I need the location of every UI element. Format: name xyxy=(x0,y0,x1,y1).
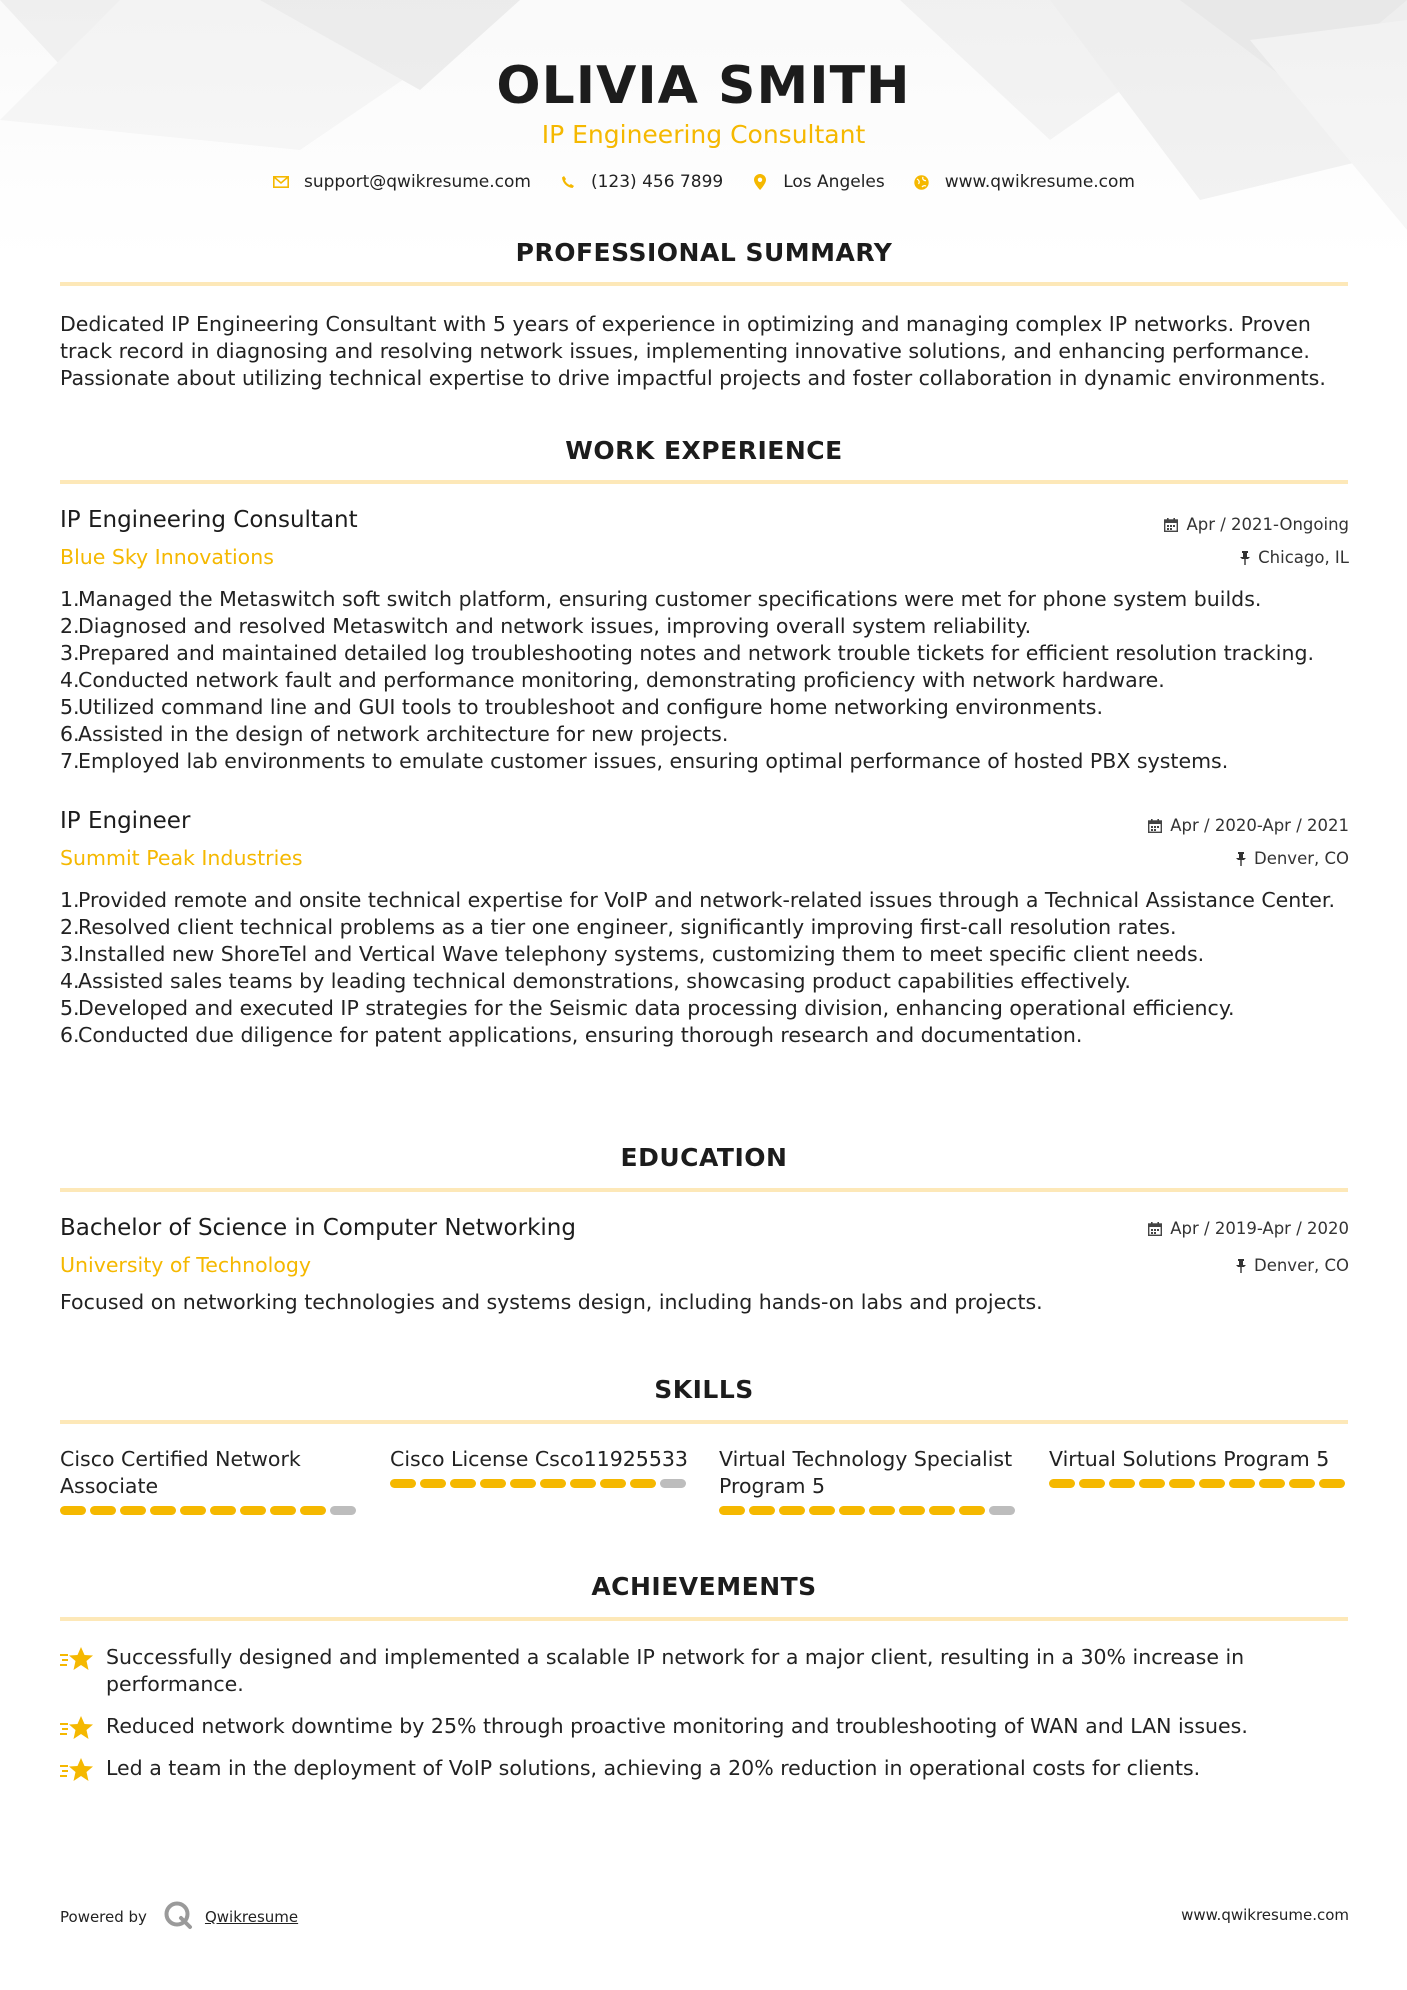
star-badge-icon xyxy=(60,1755,106,1790)
skill-segment-filled xyxy=(1079,1479,1105,1488)
achievements-divider xyxy=(60,1617,1348,1621)
achievement-item xyxy=(60,1755,1350,1790)
qwikresume-logo-icon xyxy=(163,1900,193,1934)
list-item: 1. Provided remote and onsite technical expertise for VoIP and network-related issues through a Technical Assistance Center. xyxy=(60,888,1335,912)
skill-level-bar xyxy=(1049,1479,1349,1488)
skill-segment-filled xyxy=(270,1506,296,1515)
skill-segment-filled xyxy=(1229,1479,1255,1488)
map-pin-icon xyxy=(751,173,769,191)
skill-segment-filled xyxy=(540,1479,566,1488)
list-item: 4. Assisted sales teams by leading technical demonstrations, showcasing product capabilities effectively. xyxy=(60,969,1131,993)
list-item: 6. Conducted due diligence for patent applications, ensuring thorough research and documentation. xyxy=(60,1023,1083,1047)
list-item: 4. Conducted network fault and performance monitoring, demonstrating proficiency with network hardware. xyxy=(60,668,1165,692)
skill-segment-empty xyxy=(989,1506,1015,1515)
experience-heading: WORK EXPERIENCE xyxy=(565,436,843,465)
job-company: Blue Sky Innovations xyxy=(60,545,274,569)
email-text: support@qwikresume.com xyxy=(304,172,531,192)
summary-text: Dedicated IP Engineering Consultant with 5 years of experience in optimizing and managing complex IP networks. Proven track record in diagnosing and resolving network issues, implementing innovative solutions, and enhancing performance. Passionate about utilizing technical expertise to drive impactful projects and foster collaboration in dynamic environments. xyxy=(60,312,1326,390)
skill-segment-filled xyxy=(450,1479,476,1488)
skill-segment-filled xyxy=(570,1479,596,1488)
skill-segment-empty xyxy=(330,1506,356,1515)
list-item: 6. Assisted in the design of network architecture for new projects. xyxy=(60,722,729,746)
skills-heading: SKILLS xyxy=(654,1375,754,1404)
skill-segment-filled xyxy=(959,1506,985,1515)
candidate-name: OLIVIA SMITH xyxy=(496,56,911,116)
phone-text: (123) 456 7899 xyxy=(590,172,724,192)
skill-segment-filled xyxy=(60,1506,86,1515)
calendar-icon xyxy=(1164,518,1178,532)
job-dates xyxy=(1148,816,1349,835)
skill-name: Virtual Technology Specialist Program 5 xyxy=(719,1447,1013,1498)
footer-powered-by xyxy=(60,1900,298,1934)
skill-segment-filled xyxy=(210,1506,236,1515)
skill-name: Cisco License Csco11925533 xyxy=(390,1447,688,1471)
job-dates xyxy=(1164,515,1349,534)
list-item: 1. Managed the Metaswitch soft switch platform, ensuring customer specifications were met for phone system builds. xyxy=(60,587,1262,611)
list-item: 2. Diagnosed and resolved Metaswitch and network issues, improving overall system reliability. xyxy=(60,614,1032,638)
skill-segment-filled xyxy=(809,1506,835,1515)
contact-bar xyxy=(0,172,1407,192)
experience-divider xyxy=(60,480,1348,484)
skill-segment-filled xyxy=(749,1506,775,1515)
skill-segment-filled xyxy=(899,1506,925,1515)
skill-segment-filled xyxy=(150,1506,176,1515)
phone-icon xyxy=(559,173,577,191)
skill-segment-filled xyxy=(480,1479,506,1488)
skill-segment-filled xyxy=(300,1506,326,1515)
skill-segment-filled xyxy=(1169,1479,1195,1488)
education-dates xyxy=(1148,1219,1349,1238)
list-item: 5. Developed and executed IP strategies for the Seismic data processing division, enhancing operational efficiency. xyxy=(60,996,1235,1020)
skill-segment-filled xyxy=(90,1506,116,1515)
achievement-text: Successfully designed and implemented a scalable IP network for a major client, resulting in a 30% increase in performance. xyxy=(106,1645,1245,1696)
contact-email[interactable] xyxy=(272,172,531,192)
skill-segment-filled xyxy=(1289,1479,1315,1488)
skill-segment-filled xyxy=(630,1479,656,1488)
summary-heading: PROFESSIONAL SUMMARY xyxy=(515,238,893,267)
skill-segment-filled xyxy=(1259,1479,1285,1488)
education-heading: EDUCATION xyxy=(620,1143,788,1172)
skill-segment-filled xyxy=(120,1506,146,1515)
contact-location xyxy=(751,172,885,192)
school-name: University of Technology xyxy=(60,1253,312,1277)
skill-segment-filled xyxy=(600,1479,626,1488)
education-location xyxy=(1236,1256,1349,1275)
job-title: IP Engineering Consultant xyxy=(60,507,358,533)
list-item: 2. Resolved client technical problems as a tier one engineer, significantly improving first-call resolution rates. xyxy=(60,915,1177,939)
achievement-text: Reduced network downtime by 25% through proactive monitoring and troubleshooting of WAN and LAN issues. xyxy=(106,1714,1248,1738)
education-location-text: Denver, CO xyxy=(1253,1256,1349,1275)
job-location xyxy=(1236,849,1349,868)
job-title: IP Engineer xyxy=(60,808,191,834)
achievements-heading: ACHIEVEMENTS xyxy=(591,1572,817,1601)
skill-item xyxy=(719,1446,1019,1515)
footer-website[interactable]: www.qwikresume.com xyxy=(1181,1906,1349,1924)
star-badge-icon xyxy=(60,1713,106,1748)
list-item: 5. Utilized command line and GUI tools to troubleshoot and configure home networking environments. xyxy=(60,695,1103,719)
pushpin-icon xyxy=(1240,551,1250,565)
skill-segment-filled xyxy=(1139,1479,1165,1488)
skill-segment-filled xyxy=(1109,1479,1135,1488)
website-text: www.qwikresume.com xyxy=(944,172,1135,192)
skill-segment-filled xyxy=(420,1479,446,1488)
skill-level-bar xyxy=(390,1479,690,1488)
contact-website[interactable] xyxy=(913,172,1135,192)
globe-icon xyxy=(913,173,931,191)
achievement-item xyxy=(60,1713,1350,1748)
skill-segment-empty xyxy=(660,1479,686,1488)
skill-segment-filled xyxy=(719,1506,745,1515)
job-dates-text: Apr / 2021-Ongoing xyxy=(1186,515,1349,534)
skills-divider xyxy=(60,1420,1348,1424)
job-dates-text: Apr / 2020-Apr / 2021 xyxy=(1170,816,1349,835)
skill-segment-filled xyxy=(779,1506,805,1515)
skill-segment-filled xyxy=(240,1506,266,1515)
list-item: 3. Prepared and maintained detailed log troubleshooting notes and network trouble tickets for efficient resolution tracking. xyxy=(60,641,1314,665)
skill-segment-filled xyxy=(1199,1479,1225,1488)
skill-segment-filled xyxy=(1319,1479,1345,1488)
achievement-text: Led a team in the deployment of VoIP solutions, achieving a 20% reduction in operational costs for clients. xyxy=(106,1756,1201,1780)
skill-segment-filled xyxy=(180,1506,206,1515)
summary-divider xyxy=(60,282,1348,286)
star-badge-icon xyxy=(60,1644,106,1698)
skill-segment-filled xyxy=(929,1506,955,1515)
skill-segment-filled xyxy=(869,1506,895,1515)
location-text: Los Angeles xyxy=(783,172,885,192)
education-divider xyxy=(60,1188,1348,1192)
pushpin-icon xyxy=(1236,852,1246,866)
skill-name: Virtual Solutions Program 5 xyxy=(1049,1447,1330,1471)
candidate-title: IP Engineering Consultant xyxy=(541,120,866,149)
envelope-icon xyxy=(272,173,290,191)
list-item: 3. Installed new ShoreTel and Vertical Wave telephony systems, customizing them to meet specific client needs. xyxy=(60,942,1205,966)
list-item: 7. Employed lab environments to emulate customer issues, ensuring optimal performance of hosted PBX systems. xyxy=(60,749,1229,773)
job-responsibilities xyxy=(60,887,1350,1049)
job-responsibilities xyxy=(60,586,1350,775)
calendar-icon xyxy=(1148,819,1162,833)
skill-level-bar xyxy=(60,1506,360,1515)
skill-name: Cisco Certified Network Associate xyxy=(60,1447,301,1498)
education-description: Focused on networking technologies and systems design, including hands-on labs and projects. xyxy=(60,1290,1043,1314)
skill-segment-filled xyxy=(1049,1479,1075,1488)
job-company: Summit Peak Industries xyxy=(60,846,303,870)
skill-level-bar xyxy=(719,1506,1019,1515)
job-location-text: Chicago, IL xyxy=(1258,548,1349,567)
achievement-item xyxy=(60,1644,1350,1698)
calendar-icon xyxy=(1148,1222,1162,1236)
education-dates-text: Apr / 2019-Apr / 2020 xyxy=(1170,1219,1349,1238)
skill-item xyxy=(390,1446,690,1488)
pushpin-icon xyxy=(1236,1259,1246,1273)
qwikresume-link[interactable]: Qwikresume xyxy=(204,1908,299,1926)
skill-item xyxy=(60,1446,360,1515)
job-location-text: Denver, CO xyxy=(1253,849,1349,868)
contact-phone[interactable] xyxy=(559,172,723,192)
skill-segment-filled xyxy=(510,1479,536,1488)
skill-segment-filled xyxy=(839,1506,865,1515)
powered-by-label: Powered by xyxy=(60,1908,147,1926)
skill-item xyxy=(1049,1446,1349,1488)
degree-title: Bachelor of Science in Computer Networking xyxy=(60,1215,576,1241)
skill-segment-filled xyxy=(390,1479,416,1488)
job-location xyxy=(1240,548,1349,567)
